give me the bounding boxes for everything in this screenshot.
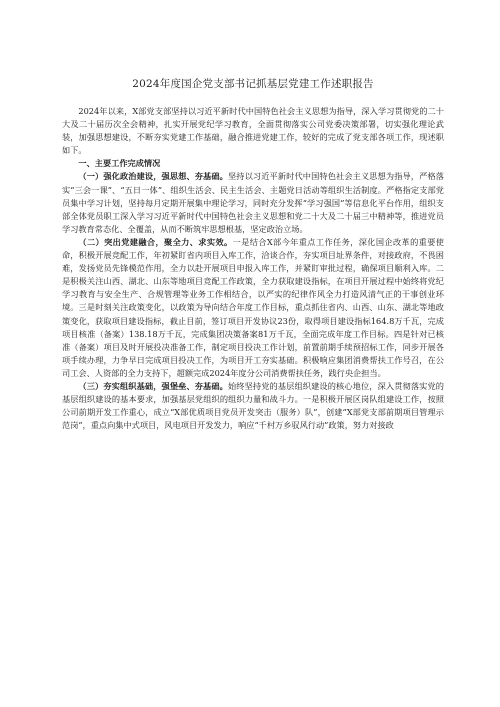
item-paragraph-2 — [62, 236, 444, 380]
intro-paragraph: 2024年以来，X部党支部坚持以习近平新时代中国特色社会主义思想为指导，深入学习贯彻党的二十大及二十届历次全会精神，扎实开展党纪学习教育，全面贯彻落实公司党委决策部署，切实强化理论武装，加强思想建设，不断夯实党建工作基础，融合推进党建工作，较好的完成了党支部各项工作，现述职如下。 — [62, 106, 444, 156]
item-lead-1: （一）强化政治建设，强思想、夯基础。 — [78, 171, 228, 182]
item-paragraph-1 — [62, 170, 444, 235]
item-lead-2: （二）突出党建融合，聚全力、求实效。 — [78, 236, 233, 247]
item-body-3: 始终坚持党的基层组织建设的核心地位，深入贯彻落实党的基层组织建设的基本要求，加强基层党组织的组织力量和战斗力。一是积极开展区岗队组建设工作，按照公司前期开发工作重心，成立“X部优质项目党员开发突击（服务）队”，创建“X部党支部前期项目管理示范岗”，重点向集中式项目，风电项目开发发力，响应“千村万乡驭风行动”政策，努力对接政 — [62, 380, 444, 431]
item-paragraph-3 — [62, 380, 444, 432]
item-body-2: 一是结合X部今年重点工作任务，深化国企改革的重要使命，积极开展竞配工作，年初紧盯省内项目入库工作，洽谈合作，夯实项目址界条件，对接政府，不畏困难，发扬党员先锋模范作用，全力以赴开展项目申报入库工作，并紧盯审批过程，确保项目顺利入库。二是积极关注山西、湖北、山东等地项目竞配工作政策，全力获取建设指标，在项目开展过程中始终将党纪学习教育与安全生产、合规管理等业务工作相结合，以严实的纪律作风全力打造风清气正的干事创业环境。三是时刻关注政策变化，以政策为导向结合年度工作目标，重点抓住省内、山西、山东、湖北等地政策变化，获取项目建设指标，截止目前，签订项目开发协议23份，取得项目建设指标164.8万千瓦，完成项目核准（备案）138.18万千瓦，完成集团决策备案81万千瓦，全面完成年度工作目标。四是针对已核准（备案）项目及时开展投决准备工作，制定项目投决工作计划，前置前期手续预招标工作，同步开展各项手续办理，力争早日完成项目投决工作，为项目开工夯实基础。积极响应集团消费帮扶工作号召，在公司工会、人资部的全力支持下，超额完成2024年度分公司消费帮扶任务，践行央企担当。 — [62, 236, 444, 378]
document-title: 2024年度国企党支部书记抓基层党建工作述职报告 — [132, 78, 374, 90]
item-lead-3: （三）夯实组织基础，强堡垒、夯基础。 — [78, 380, 228, 391]
item-body-1: 坚持以习近平新时代中国特色社会主义思想为指导，严格落实“三会一课”、“五日一体”、组织生活会、民主生活会、主题党日活动等组织生活制度。严格指定支部党员集中学习计划，坚持每月定期开展集中理论学习，同时充分发挥“学习强国”等信息化平台作用，组织支部全体党员职工深入学习习近平新时代中国特色社会主义思想和党二十大及二十届三中精神等，推进党员学习教育常态化、全覆盖，从而不断筑牢思想根基，坚定政治立场。 — [62, 171, 444, 234]
section-heading: 一、主要工作完成情况 — [78, 158, 161, 169]
